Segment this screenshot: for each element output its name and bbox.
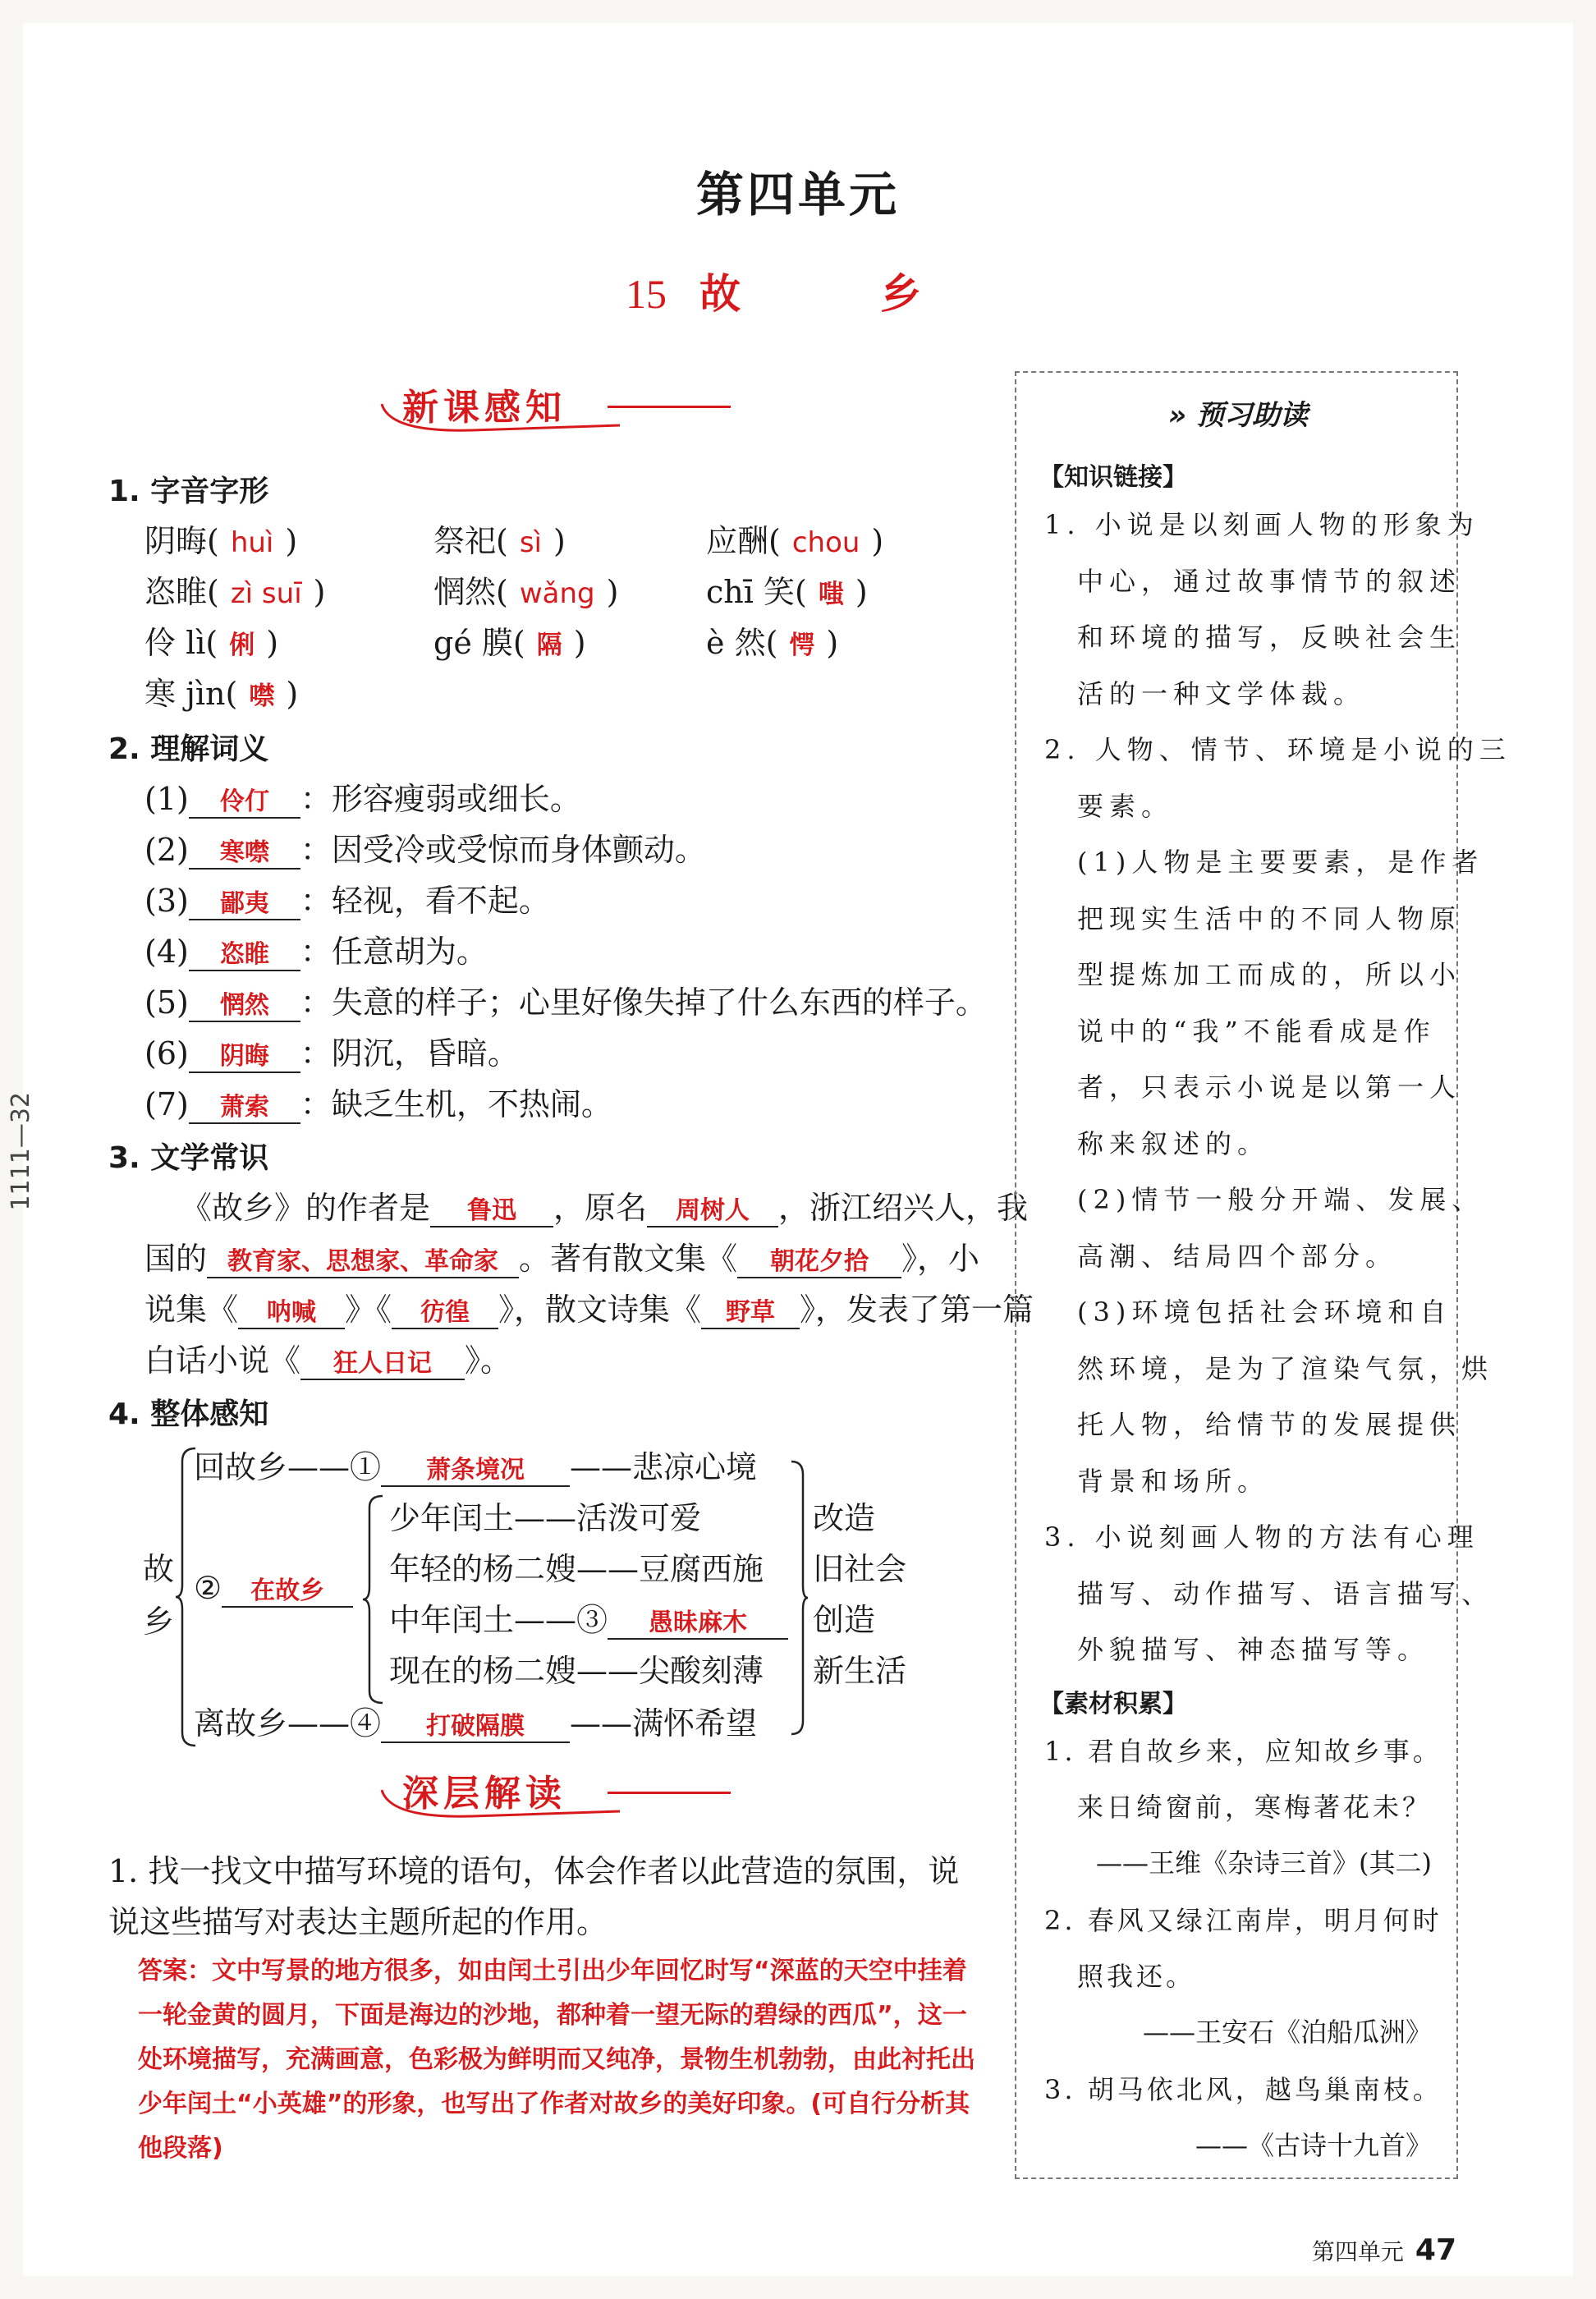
sidebar-heading-material: 【素材积累】	[1039, 1690, 1187, 1719]
answer-novel-1: 呐喊	[267, 1298, 317, 1327]
page-number: 47	[1415, 2233, 1456, 2267]
pronunciation-answer: 俐	[229, 631, 255, 660]
pronunciation-item: 惘然( wǎng )	[433, 574, 619, 610]
map-mid-label: ② 在故乡	[194, 1570, 353, 1608]
pronunciation-item: 应酬( chou )	[706, 523, 884, 559]
answer-map-3: 愚昧麻木	[649, 1608, 748, 1637]
word-answer: 恣睢	[219, 940, 269, 969]
map-right-2: 旧社会	[813, 1551, 907, 1587]
pronunciation-answer: wǎng	[519, 577, 595, 610]
sidebar-poem-line: 来日绮窗前，寒梅著花未？	[1077, 1792, 1433, 1823]
right-brace-icon	[788, 1458, 809, 1737]
sidebar-poem-source: ——王维《杂诗三首》(其二)	[1096, 1847, 1432, 1879]
lesson-title	[0, 261, 1596, 320]
map-side-label-2: 乡	[143, 1604, 175, 1640]
sidebar-knowledge-line: 1. 小说是以刻画人物的形象为	[1044, 509, 1479, 540]
pronunciation-item: 祭祀( sì )	[433, 523, 566, 559]
heading-word-meaning: 2. 理解词义	[108, 732, 269, 766]
word-meaning-item: (2) 寒噤 ：因受冷或受惊而身体颤动。	[144, 832, 706, 868]
sidebar-knowledge-line: 称来叙述的。	[1077, 1127, 1270, 1159]
word-answer: 鄙夷	[219, 889, 269, 918]
sidebar-knowledge-line: 2. 人物、情节、环境是小说的三	[1044, 734, 1511, 765]
banner-text: 深层解读	[402, 1773, 566, 1815]
sidebar-heading-knowledge: 【知识链接】	[1039, 463, 1187, 492]
pronunciation-item: gé 膜( 隔 )	[433, 625, 586, 661]
word-answer: 伶仃	[219, 787, 269, 816]
heading-overall: 4. 整体感知	[108, 1397, 269, 1431]
sidebar-knowledge-line: 背景和场所。	[1077, 1465, 1270, 1497]
sidebar-title: » 预习助读	[1168, 399, 1308, 432]
answer-prose: 朝花夕拾	[770, 1247, 869, 1276]
word-meaning-item: (1) 伶仃 ：形容瘦弱或细长。	[144, 781, 581, 817]
unit-title: 第四单元	[695, 167, 900, 223]
pronunciation-item: 寒 jìn( 噤 )	[144, 676, 299, 712]
answer-map-2: 在故乡	[250, 1576, 325, 1605]
answer-real-name: 周树人	[676, 1196, 750, 1225]
sidebar-knowledge-line: (1)人物是主要要素，是作者	[1077, 847, 1484, 878]
pronunciation-item: 恣睢( zì suī )	[144, 574, 326, 610]
inner-brace-icon	[361, 1493, 386, 1706]
sidebar-knowledge-line: 3. 小说刻画人物的方法有心理	[1044, 1521, 1479, 1553]
sidebar-poem-line: 2. 春风又绿江南岸，明月何时	[1044, 1905, 1442, 1936]
sidebar-knowledge-line: 托人物，给情节的发展提供	[1077, 1409, 1462, 1440]
lit-line-3: 说集《 呐喊 》《 彷徨 》，散文诗集《 野草 》，发表了第一篇	[144, 1292, 1034, 1328]
word-meaning-item: (5) 惘然 ：失意的样子；心里好像失掉了什么东西的样子。	[144, 984, 987, 1021]
map-right-3: 创造	[813, 1602, 876, 1638]
pronunciation-answer: zì suī	[230, 577, 302, 610]
lit-line-1: 《故乡》的作者是 鲁迅 ，原名 周树人 ，浙江绍兴人，我	[181, 1190, 1029, 1226]
map-sub-4: 现在的杨二嫂——尖酸刻薄	[389, 1653, 764, 1689]
banner-line	[608, 406, 731, 408]
sidebar-poem-line: 1. 君自故乡来，应知故乡事。	[1044, 1736, 1442, 1767]
section-banner-deep-reading	[361, 1757, 731, 1823]
sidebar-knowledge-line: 和环境的描写，反映社会生	[1077, 622, 1462, 653]
sidebar-poem-line: 照我还。	[1077, 1961, 1196, 1992]
answer-text: 文中写景的地方很多，如由闰土引出少年回忆时写“深蓝的天空中挂着一轮金黄的圆月，下面是海边的沙地，都种着一望无际的碧绿的西瓜”，这一处环境描写，充满画意，色彩极为鲜明而又纯净，景物生机勃勃，由此衬托出少年闰土“小英雄”的形象，也写出了作者对故乡的美好印象。(可自行分析其他段落)	[138, 1957, 975, 2163]
map-right-4: 新生活	[813, 1653, 907, 1689]
sidebar-knowledge-line: (2)情节一般分开端、发展、	[1077, 1184, 1484, 1215]
pronunciation-answer: sì	[519, 526, 542, 559]
deep-answer	[138, 1949, 984, 2171]
pronunciation-item: 阴晦( huì )	[144, 523, 298, 559]
sidebar-poem-line: 3. 胡马依北风，越鸟巢南枝。	[1044, 2074, 1442, 2105]
pronunciation-item: 伶 lì( 俐 )	[144, 625, 279, 661]
page-footer	[1312, 2233, 1456, 2267]
pronunciation-answer: 嗤	[818, 580, 844, 609]
map-row-leave: 离故乡——④ 打破隔膜 ——满怀希望	[194, 1705, 758, 1741]
margin-mark: 1111—32	[7, 1092, 35, 1211]
lit-line-2: 国的 教育家、思想家、革命家 。著有散文集《 朝花夕拾 》，小	[144, 1241, 980, 1277]
word-answer: 惘然	[219, 991, 269, 1020]
sidebar-knowledge-line: 活的一种文学体裁。	[1077, 677, 1366, 709]
lit-line-4: 白话小说《 狂人日记 》。	[144, 1342, 512, 1379]
pronunciation-answer: 噤	[249, 681, 275, 711]
answer-map-4: 打破隔膜	[426, 1712, 525, 1741]
double-chevron-icon: »	[1168, 399, 1187, 432]
word-meaning-item: (4) 恣睢 ：任意胡为。	[144, 934, 488, 970]
map-row-return: 回故乡——① 萧条境况 ——悲凉心境	[194, 1449, 758, 1485]
sidebar-knowledge-line: 要素。	[1077, 790, 1174, 822]
word-answer: 阴晦	[219, 1042, 269, 1071]
pronunciation-answer: 隔	[536, 631, 562, 660]
heading-pronunciation: 1. 字音字形	[108, 475, 269, 508]
deep-question: 1. 找一找文中描写环境的语句，体会作者以此营造的氛围，说说这些描写对表达主题所起的作用。	[108, 1853, 960, 1940]
answer-poems: 野草	[726, 1298, 776, 1327]
word-meaning-item: (7) 萧索 ：缺乏生机，不热闹。	[144, 1086, 612, 1122]
pronunciation-answer: huì	[230, 526, 274, 559]
answer-author: 鲁迅	[467, 1196, 517, 1225]
sidebar-poem-source: ——王安石《泊船瓜洲》	[1142, 2017, 1432, 2048]
map-side-label-1: 故	[143, 1551, 175, 1587]
word-meaning-item: (3) 鄙夷 ：轻视，看不起。	[144, 883, 550, 919]
map-right-1: 改造	[813, 1500, 876, 1536]
heading-literary-knowledge: 3. 文学常识	[108, 1141, 269, 1175]
answer-map-1: 萧条境况	[426, 1456, 525, 1484]
pronunciation-item: chī 笑( 嗤 )	[706, 574, 868, 610]
pronunciation-answer: chou	[791, 526, 860, 559]
sidebar-knowledge-line: 中心，通过故事情节的叙述	[1077, 565, 1462, 597]
sidebar-knowledge-line: 型提炼加工而成的，所以小	[1077, 959, 1462, 990]
sidebar-knowledge-line: 说中的“我”不能看成是作	[1077, 1015, 1436, 1047]
preview-sidebar	[1015, 371, 1511, 2179]
pronunciation-answer: 愕	[789, 631, 815, 660]
sidebar-knowledge-line: 描写、动作描写、语言描写、	[1077, 1577, 1494, 1609]
pronunciation-item: è 然( 愕 )	[706, 625, 839, 661]
footer-unit: 第四单元	[1311, 2238, 1404, 2265]
banner-text: 新课感知	[402, 387, 566, 429]
sidebar-knowledge-line: 把现实生活中的不同人物原	[1077, 902, 1462, 934]
lesson-number: 15	[626, 271, 667, 317]
sidebar-knowledge-line: 者，只表示小说是以第一人	[1077, 1071, 1462, 1103]
sidebar-knowledge-line: 然环境，是为了渲染气氛，烘	[1077, 1352, 1494, 1384]
section-banner-new-lesson	[361, 371, 731, 437]
word-answer: 寒噤	[219, 838, 269, 867]
sidebar-knowledge-line: 外貌描写、神态描写等。	[1077, 1634, 1430, 1665]
sidebar-knowledge-line: 高潮、结局四个部分。	[1077, 1240, 1398, 1272]
map-sub-1: 少年闰土——活泼可爱	[389, 1500, 702, 1536]
map-sub-3: 中年闰土——③ 愚昧麻木	[389, 1595, 788, 1640]
sidebar-poem-source: ——《古诗十九首》	[1195, 2130, 1432, 2161]
answer-identity: 教育家、思想家、革命家	[227, 1247, 499, 1276]
word-meaning-item: (6) 阴晦 ：阴沉，昏暗。	[144, 1035, 519, 1071]
map-sub-2: 年轻的杨二嫂——豆腐西施	[389, 1551, 764, 1587]
banner-line	[608, 1792, 731, 1794]
answer-first-story: 狂人日记	[333, 1349, 433, 1378]
word-answer: 萧索	[219, 1093, 269, 1122]
answer-label: 答案：	[138, 1957, 212, 1985]
answer-novel-2: 彷徨	[420, 1298, 470, 1327]
lesson-name: 故 乡	[699, 269, 970, 318]
sidebar-knowledge-line: (3)环境包括社会环境和自	[1077, 1296, 1452, 1328]
